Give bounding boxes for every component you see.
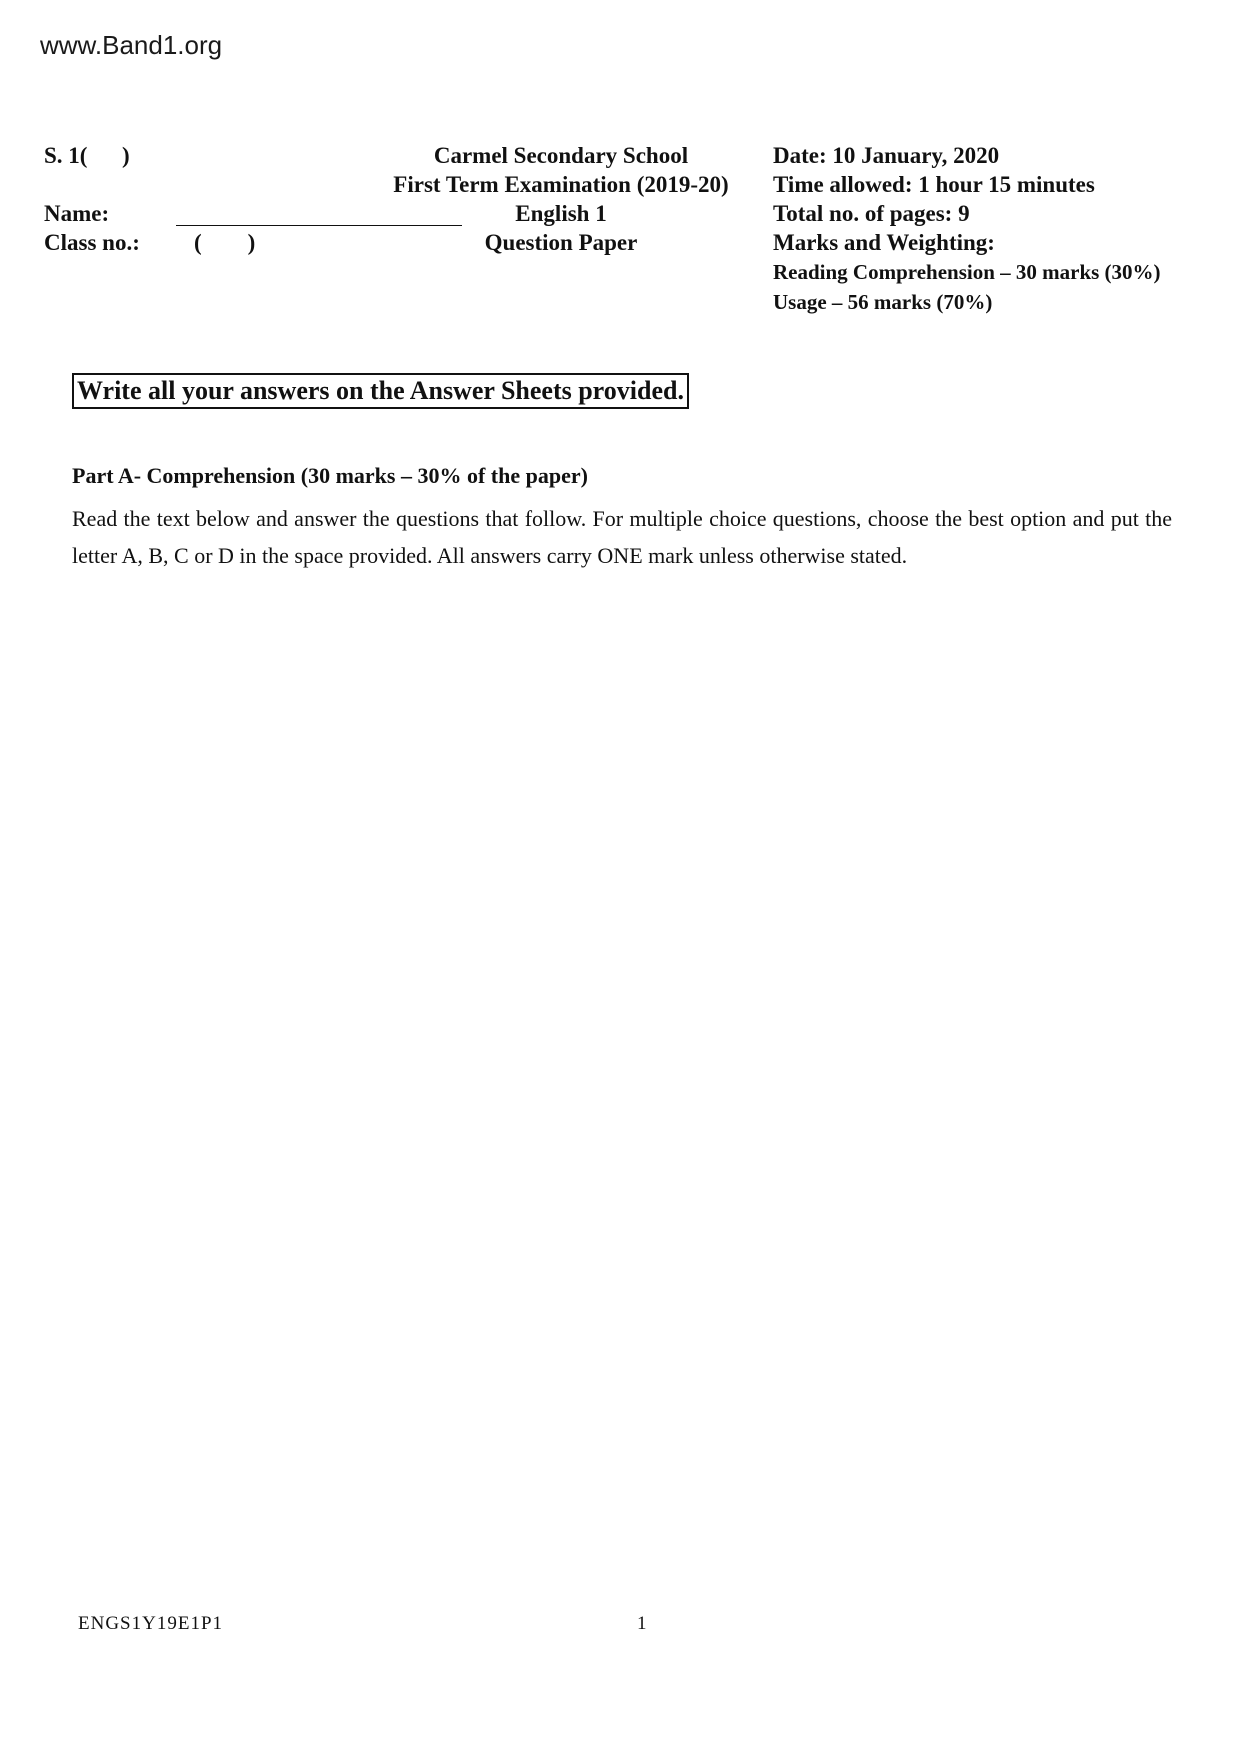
exam-name: First Term Examination (2019-20)	[393, 172, 729, 197]
reading-weighting: Reading Comprehension – 30 marks (30%)	[773, 260, 1161, 284]
page-number: 1	[637, 1613, 647, 1634]
name-label: Name:	[44, 201, 110, 226]
usage-weighting: Usage – 56 marks (70%)	[773, 290, 993, 314]
exam-details-block	[773, 141, 1161, 317]
part-a-instructions: Read the text below and answer the questions that follow. For multiple choice questions, choose the best option and put the letter A, B, C or D in the space provided. All answers carry ONE mark unless otherwise stated.	[72, 506, 1172, 568]
marks-heading: Marks and Weighting:	[773, 230, 995, 255]
class-no-slot: ( )	[194, 230, 256, 255]
spacer-row	[44, 170, 140, 199]
paper-type: Question Paper	[484, 230, 638, 255]
student-info-block	[44, 141, 256, 257]
class-no-label: Class no.:	[44, 230, 140, 255]
part-a-heading: Part A- Comprehension (30 marks – 30% of the paper)	[72, 463, 588, 488]
exam-date: Date: 10 January, 2020	[773, 143, 1000, 168]
school-name: Carmel Secondary School	[433, 143, 689, 168]
total-pages: Total no. of pages: 9	[773, 201, 970, 226]
watermark-url: www.Band1.org	[40, 30, 223, 60]
form-label: S. 1( )	[44, 143, 130, 168]
answer-sheet-notice: Write all your answers on the Answer Sheets provided.	[72, 373, 689, 409]
paper-code: ENGS1Y19E1P1	[78, 1613, 224, 1634]
subject-name: English 1	[515, 201, 607, 226]
time-allowed: Time allowed: 1 hour 15 minutes	[773, 172, 1095, 197]
exam-title-block	[372, 141, 750, 257]
